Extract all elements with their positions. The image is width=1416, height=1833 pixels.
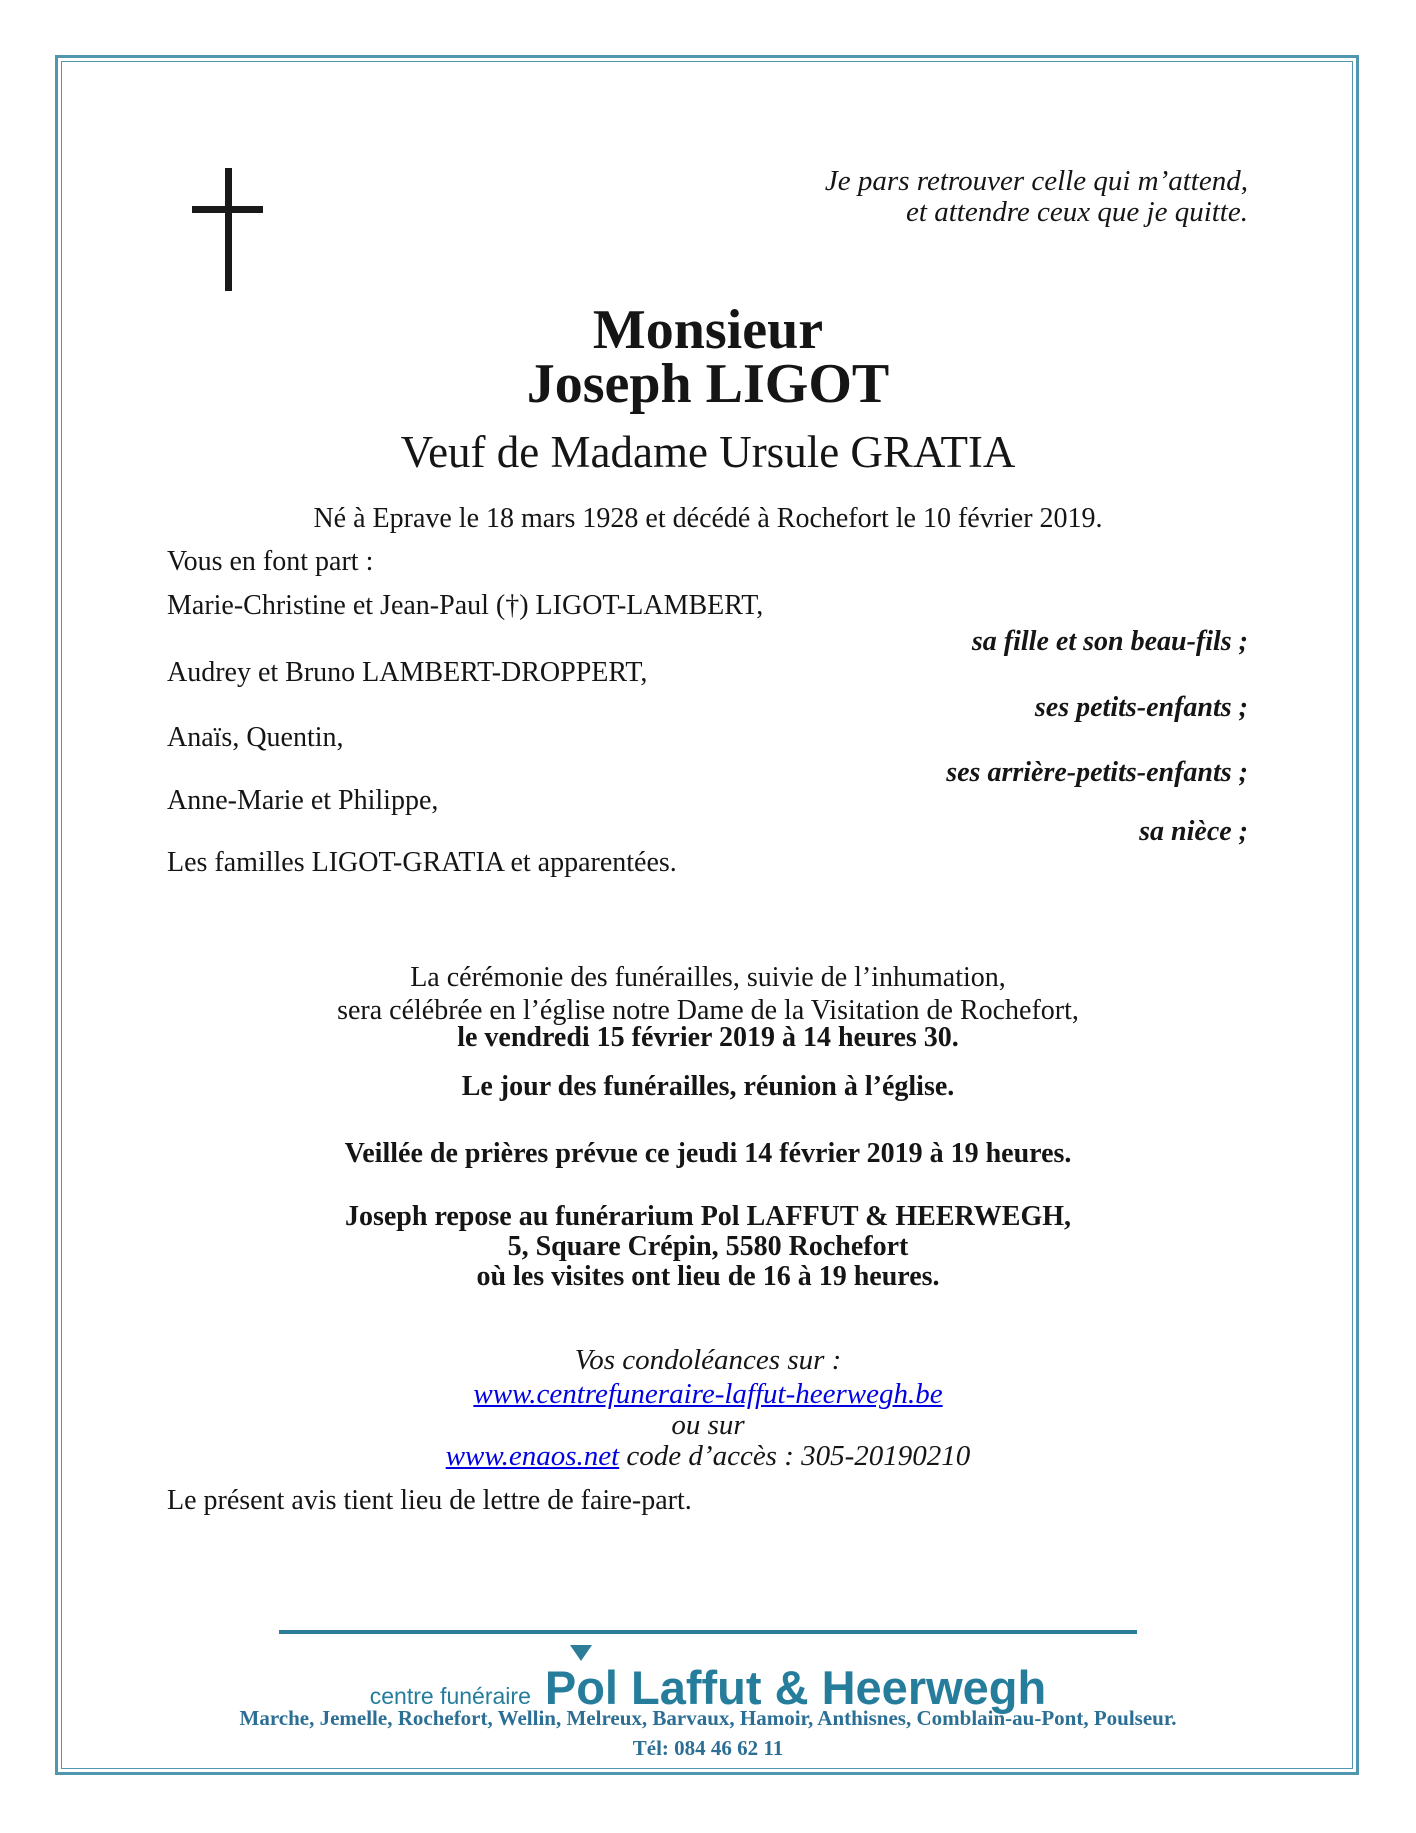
memorial-quote-line-1: Je pars retrouver celle qui m’attend, <box>824 165 1248 197</box>
footer-rule <box>279 1630 1137 1634</box>
relation-line: ses arrière-petits-enfants ; <box>946 757 1248 788</box>
repose-line-3: où les visites ont lieu de 16 à 19 heures. <box>476 1261 940 1292</box>
condolences-or-text: ou sur <box>671 1409 745 1441</box>
family-name-line: Audrey et Bruno LAMBERT-DROPPERT, <box>167 657 648 688</box>
relation-line: sa nièce ; <box>1139 816 1248 847</box>
access-code-text: code d’accès : 305-20190210 <box>619 1440 971 1472</box>
cross-horizontal-bar <box>192 206 263 213</box>
relation-line: sa fille et son beau-fils ; <box>971 626 1248 657</box>
condolences-link-primary-row <box>167 1378 1249 1411</box>
reunion-line: Le jour des funérailles, réunion à l’église. <box>461 1071 955 1102</box>
cross-vertical-bar <box>225 168 232 291</box>
condolences-link-secondary[interactable]: www.enaos.net <box>445 1440 620 1472</box>
condolences-link-primary[interactable]: www.centrefuneraire-laffut-heerwegh.be <box>473 1378 943 1410</box>
logo-triangle-icon <box>570 1645 592 1661</box>
memorial-quote-line-2: et attendre ceux que je quitte. <box>906 196 1248 228</box>
announcement-intro: Vous en font part : <box>167 546 374 577</box>
notice-line: Le présent avis tient lieu de lettre de faire-part. <box>167 1485 692 1516</box>
ceremony-line-2: sera célébrée en l’église notre Dame de la Visitation de Rochefort, <box>337 995 1079 1026</box>
cross-icon <box>192 168 263 291</box>
family-name-line: Anne-Marie et Philippe, <box>167 785 439 816</box>
brand-small-label: centre funéraire <box>369 1683 531 1709</box>
repose-line-1: Joseph repose au funérarium Pol LAFFUT & HEERWEGH, <box>344 1201 1072 1232</box>
phone-line: Tél: 084 46 62 11 <box>632 1736 784 1760</box>
families-line: Les familles LIGOT-GRATIA et apparentées. <box>167 847 677 878</box>
condolences-intro: Vos condoléances sur : <box>574 1344 842 1376</box>
brand-name: Pol Laffut & Heerwegh <box>544 1661 1047 1714</box>
repose-line-2: 5, Square Crépin, 5580 Rochefort <box>507 1231 909 1262</box>
title-honorific: Monsieur <box>592 299 824 361</box>
ceremony-line-1: La cérémonie des funérailles, suivie de l’inhumation, <box>410 962 1006 993</box>
deceased-name: Joseph LIGOT <box>526 353 890 415</box>
vigil-line: Veillée de prières prévue ce jeudi 14 février 2019 à 19 heures. <box>344 1138 1072 1169</box>
birth-death-line: Né à Eprave le 18 mars 1928 et décédé à Rochefort le 10 février 2019. <box>313 503 1103 534</box>
family-name-line: Marie-Christine et Jean-Paul (†) LIGOT-LAMBERT, <box>167 590 764 621</box>
relation-line: ses petits-enfants ; <box>1034 692 1248 723</box>
family-name-line: Anaïs, Quentin, <box>167 722 344 753</box>
ceremony-line-3: le vendredi 15 février 2019 à 14 heures 30. <box>457 1022 959 1053</box>
towns-line: Marche, Jemelle, Rochefort, Wellin, Melreux, Barvaux, Hamoir, Anthisnes, Comblain-au-Pont, Poulseur. <box>239 1706 1177 1730</box>
widower-line: Veuf de Madame Ursule GRATIA <box>400 427 1016 477</box>
condolences-link-secondary-row <box>167 1440 1249 1473</box>
